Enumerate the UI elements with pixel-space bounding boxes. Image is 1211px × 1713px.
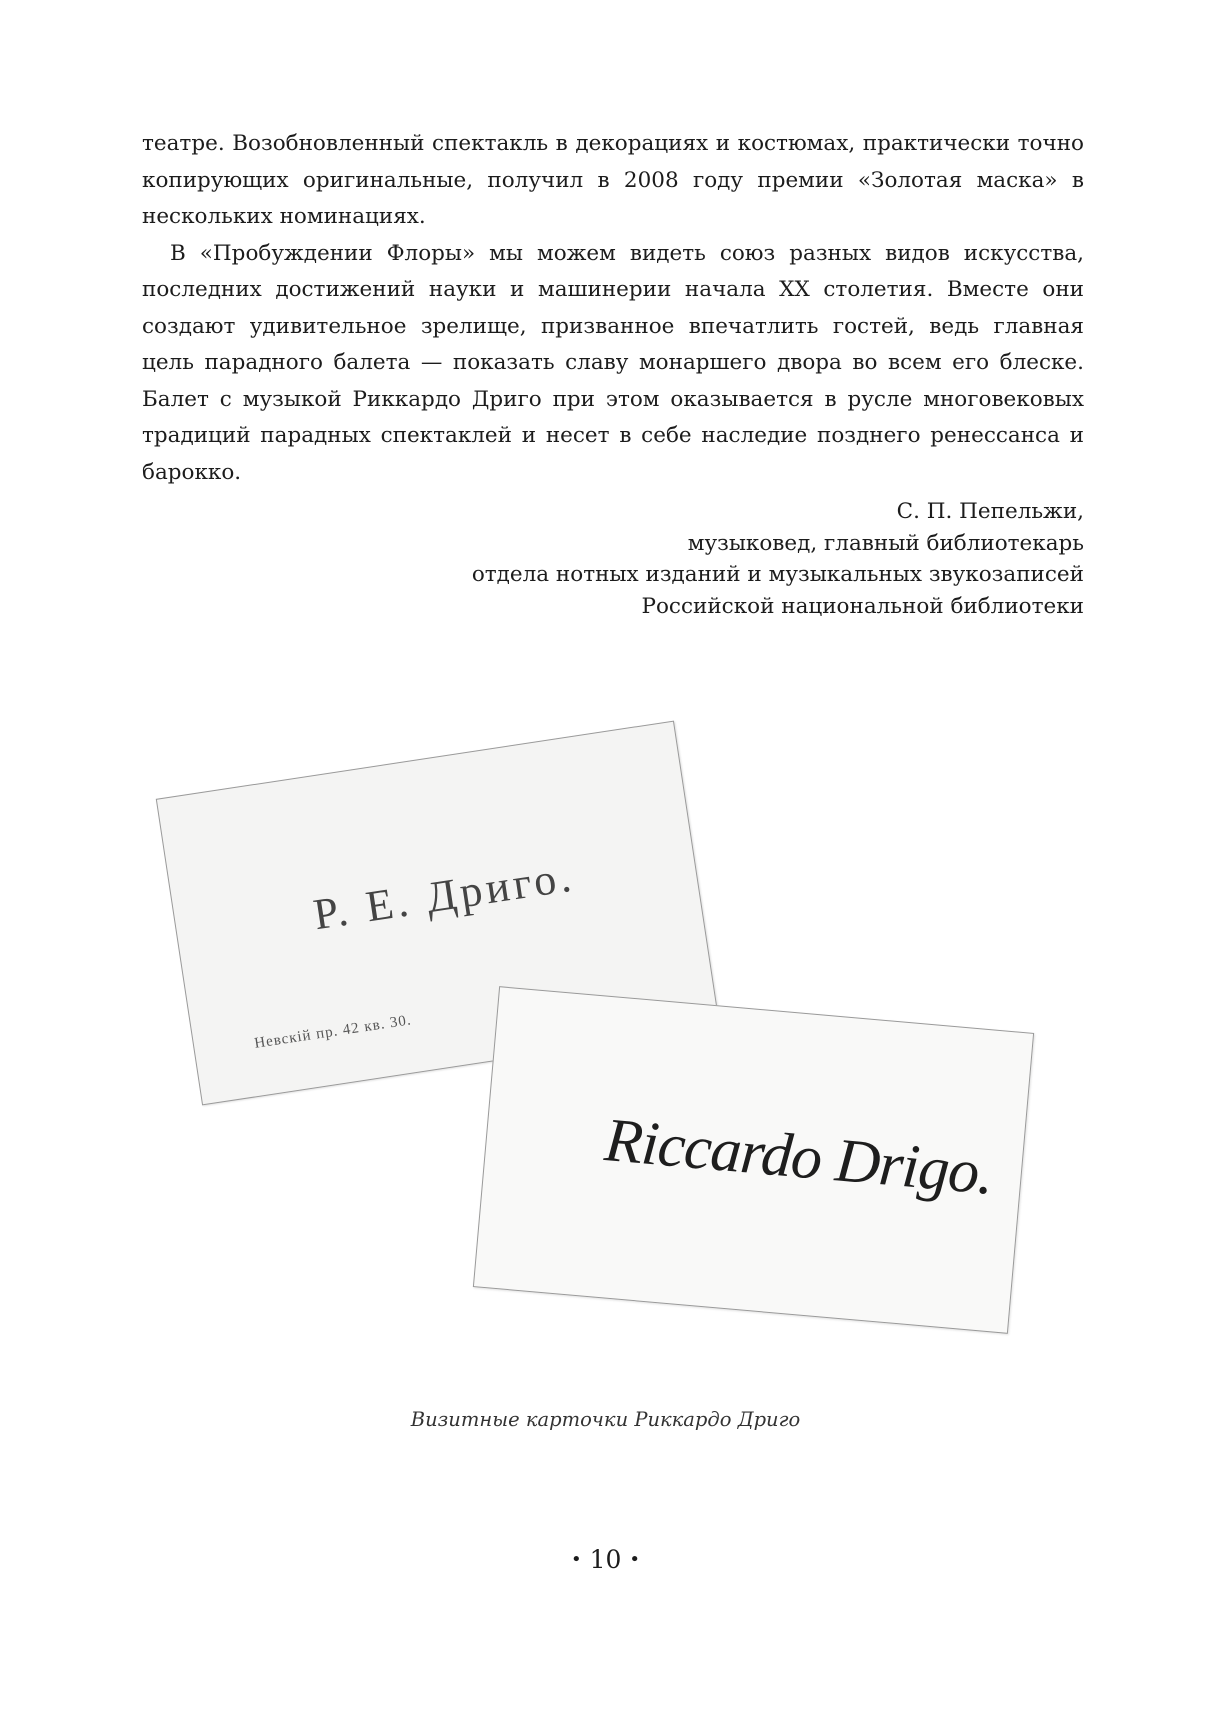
business-card-italian xyxy=(473,986,1034,1334)
page-number-bullet-left: • xyxy=(571,1549,582,1570)
figure-caption: Визитные карточки Риккардо Дриго xyxy=(410,1408,801,1431)
author-name: С. П. Пепельжи, xyxy=(896,499,1084,524)
card-italian-name: Riccardo Drigo. xyxy=(602,1106,996,1208)
page-number-bullet-right: • xyxy=(629,1549,640,1570)
author-title-line-1: музыковед, главный библиотекарь xyxy=(687,530,1084,556)
article-body xyxy=(142,126,1084,491)
page-number-value: 10 xyxy=(589,1545,622,1574)
page-number xyxy=(0,1545,1211,1574)
card-russian-address: Невскій пр. 42 кв. 30. xyxy=(253,1012,413,1052)
author-signature xyxy=(472,496,1084,622)
author-title-line-2: отдела нотных изданий и музыкальных звукозаписей xyxy=(471,562,1084,587)
card-russian-name: Р. Е. Дриго. xyxy=(310,851,578,940)
paragraph-2: В «Пробуждении Флоры» мы можем видеть союз разных видов искусства, последних достижений науки и машинерии начала XX столетия. Вместе они создают удивительное зрелище, призванное впечатлить гостей, ведь главная цель парадного балета — показать славу монаршего двора во всем его блеске. Балет с музыкой Риккардо Дриго при этом оказывается в русле многовековых традиций парадных спектаклей и несет в себе наследие позднего ренессанса и барокко. xyxy=(142,240,1084,485)
paragraph-1: театре. Возобновленный спектакль в декорациях и костюмах, практически точно копирующих оригинальные, получил в 2008 году премии «Золотая маска» в нескольких номинациях. xyxy=(142,131,1084,229)
author-title-line-3: Российской национальной библиотеки xyxy=(641,593,1084,619)
